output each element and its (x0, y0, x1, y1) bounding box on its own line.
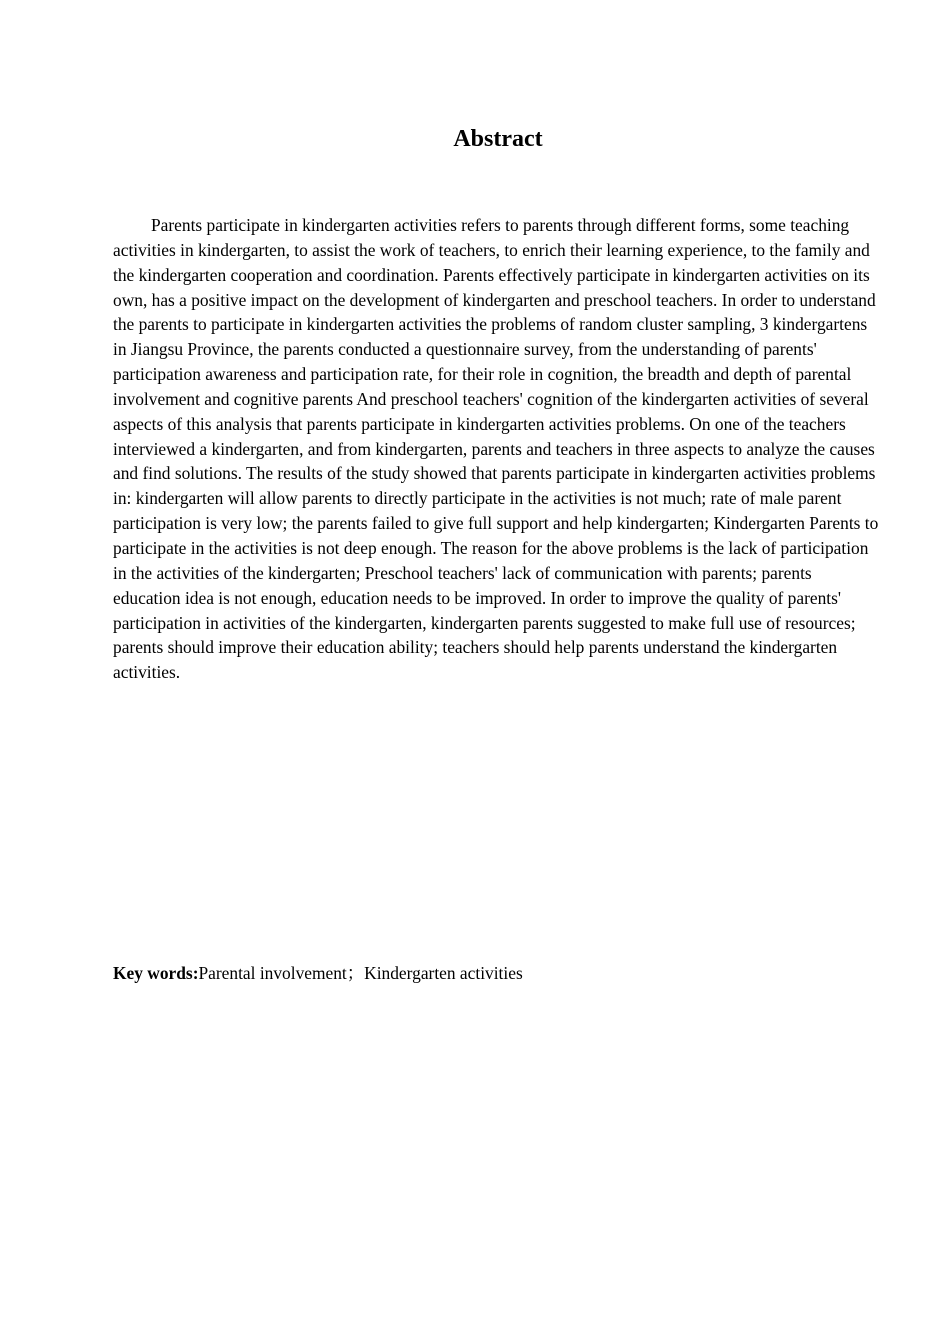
keywords-label: Key words: (113, 963, 199, 983)
keywords-value: Parental involvement；Kindergarten activities (198, 963, 523, 983)
keywords-line (113, 961, 883, 985)
page-title: Abstract (453, 126, 543, 152)
abstract-paragraph: Parents participate in kindergarten activities refers to parents through different forms, some teaching activities in kindergarten, to assist the work of teachers, to enrich their learning experience, to the family and the kindergarten cooperation and coordination. Parents effectively participate in kindergarten activities on its own, has a positive impact on the development of kindergarten and preschool teachers. In order to understand the parents to participate in kindergarten activities the problems of random cluster sampling, 3 kindergartens in Jiangsu Province, the parents conducted a questionnaire survey, from the understanding of parents' participation awareness and participation rate, for their role in cognition, the breadth and depth of parental involvement and cognitive parents And preschool teachers' cognition of the kindergarten activities of several aspects of this analysis that parents participate in kindergarten activities problems. On one of the teachers interviewed a kindergarten, and from kindergarten, parents and teachers in three aspects to analyze the causes and find solutions. The results of the study showed that parents participate in kindergarten activities problems in: kindergarten will allow parents to directly participate in the activities is not much; rate of male parent participation is very low; the parents failed to give full support and help kindergarten; Kindergarten Parents to participate in the activities is not deep enough. The reason for the above problems is the lack of participation in the activities of the kindergarten; Preschool teachers' lack of communication with parents; parents education idea is not enough, education needs to be improved. In order to improve the quality of parents' participation in activities of the kindergarten, kindergarten parents suggested to make full use of resources; parents should improve their education ability; teachers should help parents understand the kindergarten activities. (113, 215, 879, 683)
